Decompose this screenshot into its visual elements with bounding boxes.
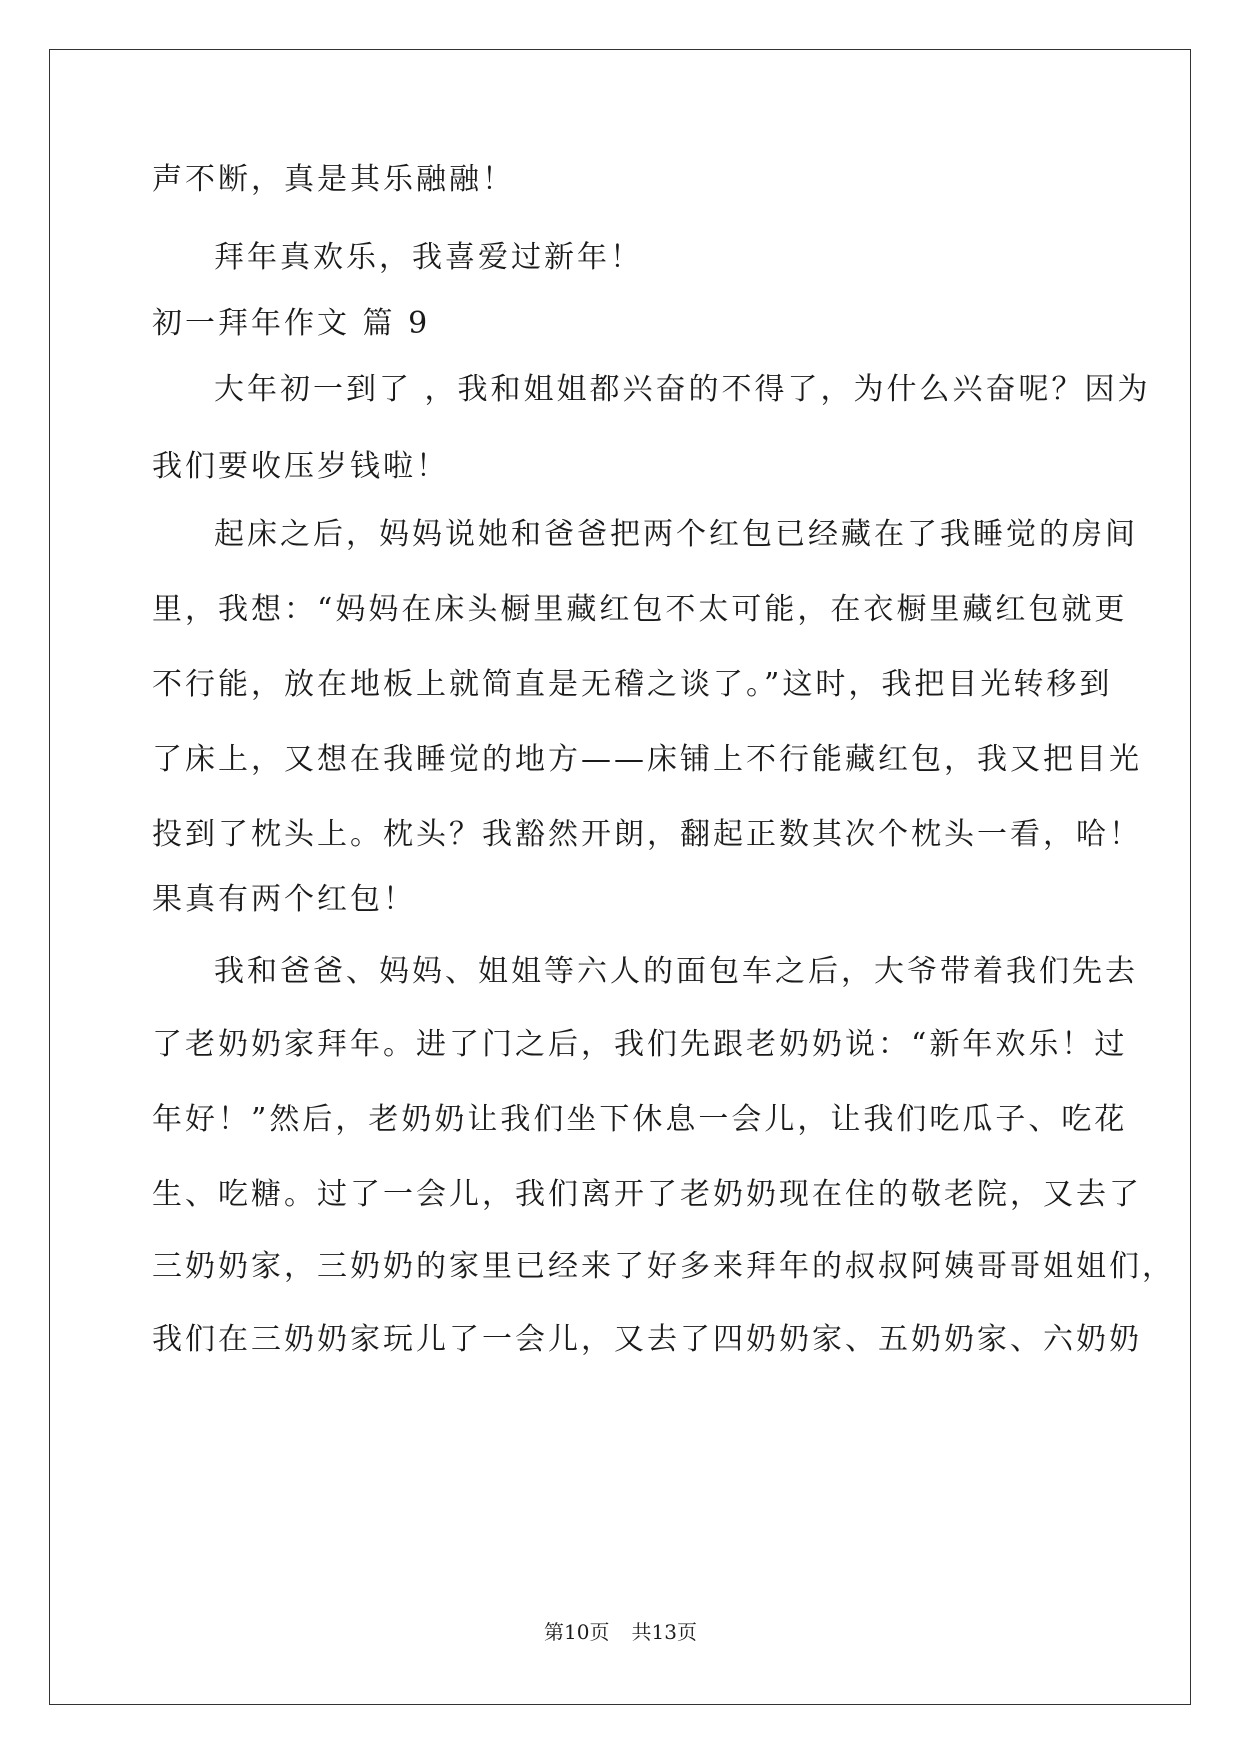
text-line: 不行能，放在地板上就简直是无稽之谈了。”这时，我把目光转移到 [152, 667, 1113, 702]
text-line: 我和爸爸、妈妈、姐姐等六人的面包车之后，大爷带着我们先去 [214, 954, 1138, 989]
text-line: 我们要收压岁钱啦！ [152, 449, 449, 484]
section-heading: 初一拜年作文 篇 9 [152, 306, 431, 341]
page-footer [0, 1620, 1241, 1644]
text-line: 生、吃糖。过了一会儿，我们离开了老奶奶现在住的敬老院，又去了 [152, 1177, 1142, 1212]
text-line: 拜年真欢乐，我喜爱过新年！ [214, 240, 643, 275]
page-total: 共13页 [631, 1620, 697, 1644]
page-number: 第10页 [544, 1620, 610, 1644]
text-line: 声不断，真是其乐融融！ [152, 162, 515, 197]
text-line: 大年初一到了 ，我和姐姐都兴奋的不得了，为什么兴奋呢？因为 [214, 372, 1151, 407]
page-border [49, 49, 1191, 1705]
text-line: 投到了枕头上。枕头？我豁然开朗，翻起正数其次个枕头一看，哈！ [152, 817, 1142, 852]
text-line: 年好！”然后，老奶奶让我们坐下休息一会儿，让我们吃瓜子、吃花 [152, 1102, 1128, 1137]
text-line: 我们在三奶奶家玩儿了一会儿，又去了四奶奶家、五奶奶家、六奶奶 [152, 1322, 1142, 1357]
text-line: 果真有两个红包！ [152, 882, 416, 917]
text-line: 了床上，又想在我睡觉的地方——床铺上不行能藏红包，我又把目光 [152, 742, 1142, 777]
text-line: 起床之后，妈妈说她和爸爸把两个红包已经藏在了我睡觉的房间 [214, 517, 1138, 552]
text-line: 三奶奶家，三奶奶的家里已经来了好多来拜年的叔叔阿姨哥哥姐姐们， [152, 1249, 1175, 1284]
text-line: 里，我想：“妈妈在床头橱里藏红包不太可能，在衣橱里藏红包就更 [152, 592, 1128, 627]
text-line: 了老奶奶家拜年。进了门之后，我们先跟老奶奶说：“新年欢乐！过 [152, 1027, 1128, 1062]
